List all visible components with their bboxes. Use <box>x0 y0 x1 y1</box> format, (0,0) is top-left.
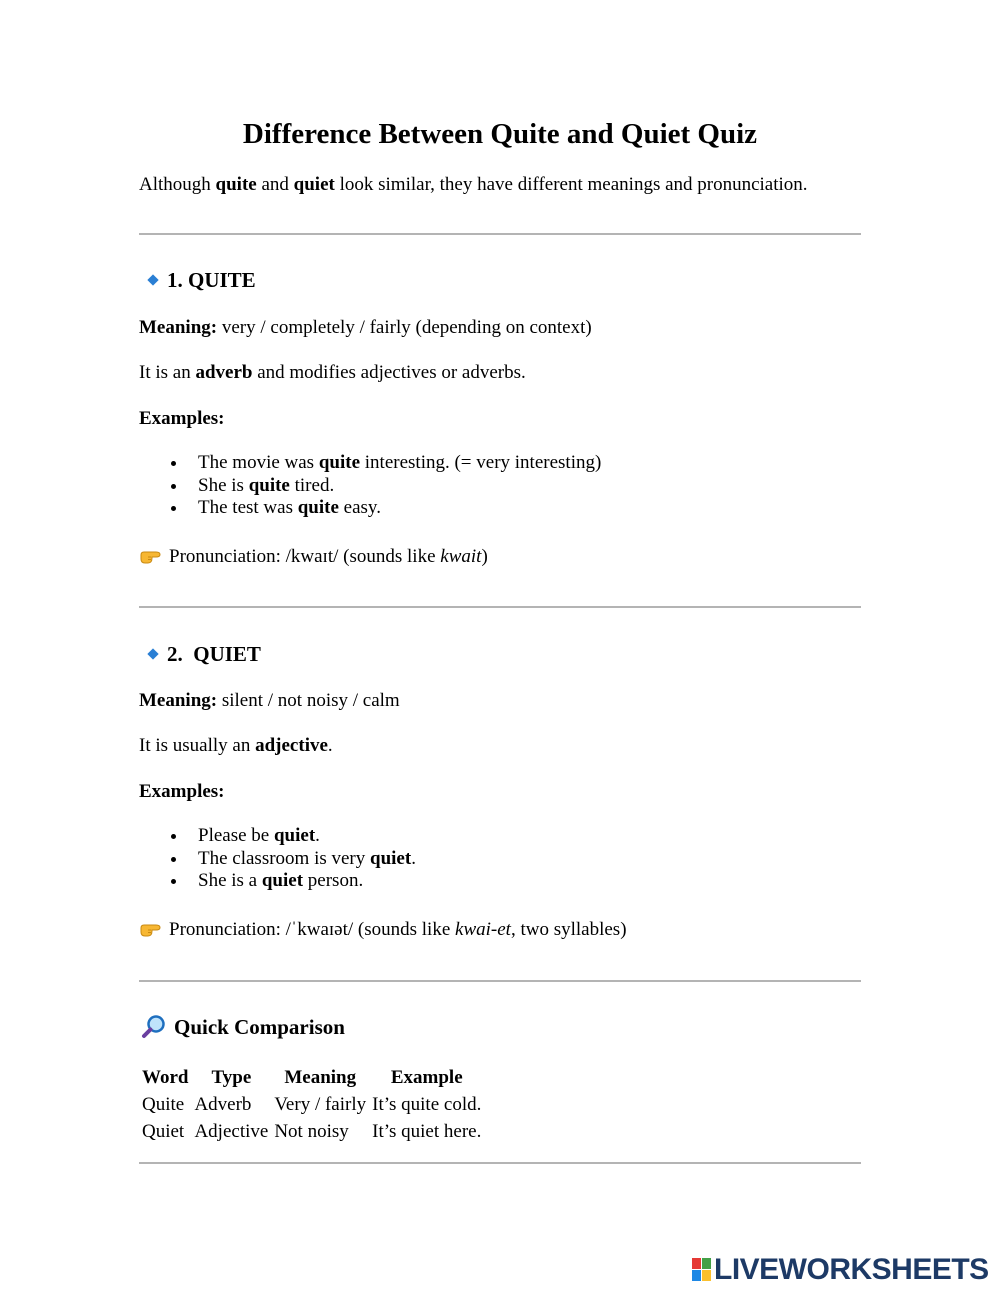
divider <box>139 1162 861 1164</box>
examples-list-quiet <box>139 825 416 893</box>
list-item <box>139 848 416 871</box>
part-of-speech-quite <box>139 361 526 385</box>
pos-text: and modifies adjectives or adverbs. <box>252 362 526 383</box>
comparison-heading-text: Quick Comparison <box>174 1015 345 1039</box>
meaning-line-quite <box>139 316 592 340</box>
pronunciation-quiet <box>139 918 627 942</box>
section-heading-quiet <box>145 640 261 668</box>
diamond-icon <box>147 274 158 285</box>
table-row <box>139 1118 484 1145</box>
pointing-hand-icon <box>139 546 163 566</box>
section-heading-text: 2. QUIET <box>167 642 261 666</box>
example-bold-word: quite <box>248 474 290 496</box>
table-cell: Adjective <box>194 1121 269 1142</box>
meaning-text: silent / not noisy / calm <box>217 690 400 711</box>
intro-text: and <box>256 174 294 195</box>
divider <box>139 233 861 235</box>
logo-text: LIVEWORKSHEETS <box>714 1253 989 1286</box>
table-cell: Adverb <box>194 1094 252 1115</box>
example-bold-word: quiet <box>273 825 316 846</box>
table-header-row <box>139 1064 484 1091</box>
table-cell: Not noisy <box>274 1121 349 1142</box>
column-header: Word <box>142 1067 189 1088</box>
list-item <box>139 452 601 475</box>
intro-word-quiet: quiet <box>293 174 335 195</box>
example-text: easy. <box>338 497 381 518</box>
intro-text: Although <box>139 174 216 195</box>
pronunciation-sound: kwait <box>440 546 482 567</box>
meaning-text: very / completely / fairly (depending on context) <box>217 317 592 338</box>
liveworksheets-logo <box>692 1253 989 1285</box>
example-text: . <box>411 847 416 869</box>
column-header: Meaning <box>284 1067 357 1088</box>
pronunciation-sound: kwai-et <box>455 919 511 940</box>
example-text: She is <box>198 474 249 496</box>
example-text: The movie was <box>198 452 319 473</box>
magnifying-glass-icon <box>141 1014 167 1040</box>
example-text: person. <box>303 870 364 891</box>
section-heading-text: 1. QUITE <box>167 268 256 292</box>
column-header: Type <box>211 1067 252 1088</box>
page-title: Difference Between Quite and Quiet Quiz <box>242 118 758 150</box>
example-bold-word: quiet <box>370 847 412 869</box>
pronunciation-text: , two syllables) <box>510 919 627 940</box>
pronunciation-text: ) <box>481 546 488 567</box>
list-item <box>139 825 416 848</box>
table-row <box>139 1091 484 1118</box>
divider <box>139 606 861 608</box>
pronunciation-text: Pronunciation: /kwaɪt/ (sounds like <box>169 546 441 567</box>
example-text: The classroom is very <box>198 847 371 869</box>
meaning-label: Meaning: <box>139 690 218 711</box>
column-header: Example <box>390 1067 463 1088</box>
pos-text: It is usually an <box>139 735 256 756</box>
pointing-hand-icon <box>139 919 163 939</box>
table-cell: Quiet <box>142 1121 185 1142</box>
intro-word-quite: quite <box>215 174 257 195</box>
table-cell: Very / fairly <box>274 1094 367 1115</box>
list-item <box>139 497 601 520</box>
examples-label-quiet: Examples: <box>139 781 225 802</box>
list-item <box>139 475 601 498</box>
pronunciation-text: Pronunciation: /ˈkwaɪət/ (sounds like <box>169 919 456 940</box>
comparison-heading <box>141 1013 345 1041</box>
meaning-line-quiet <box>139 689 400 713</box>
table-cell: Quite <box>142 1094 185 1115</box>
intro-paragraph <box>139 173 808 197</box>
example-text: She is a <box>198 870 262 891</box>
pos-word: adjective <box>255 735 328 756</box>
list-item <box>139 870 416 893</box>
example-text: interesting. (= very interesting) <box>360 452 602 473</box>
table-cell: It’s quite cold. <box>372 1094 482 1115</box>
example-text: tired. <box>289 474 335 496</box>
pronunciation-quite <box>139 545 488 569</box>
examples-list-quite <box>139 452 601 520</box>
table-cell: It’s quiet here. <box>372 1121 482 1142</box>
pos-text: It is an <box>139 362 196 383</box>
example-text: Please be <box>198 825 274 846</box>
logo-squares-icon <box>692 1258 712 1282</box>
comparison-table <box>139 1064 484 1145</box>
diamond-icon <box>147 648 158 659</box>
pos-word: adverb <box>195 362 253 383</box>
example-text: The test was <box>198 497 298 518</box>
part-of-speech-quiet <box>139 734 333 758</box>
examples-label-quite: Examples: <box>139 408 225 429</box>
example-text: . <box>315 825 320 846</box>
meaning-label: Meaning: <box>139 317 218 338</box>
pos-text: . <box>327 735 333 756</box>
section-heading-quite <box>145 266 256 294</box>
example-bold-word: quite <box>297 497 339 518</box>
intro-text: look similar, they have different meanings and pronunciation. <box>334 174 808 195</box>
example-bold-word: quiet <box>261 870 304 891</box>
divider <box>139 980 861 982</box>
example-bold-word: quite <box>318 452 361 473</box>
